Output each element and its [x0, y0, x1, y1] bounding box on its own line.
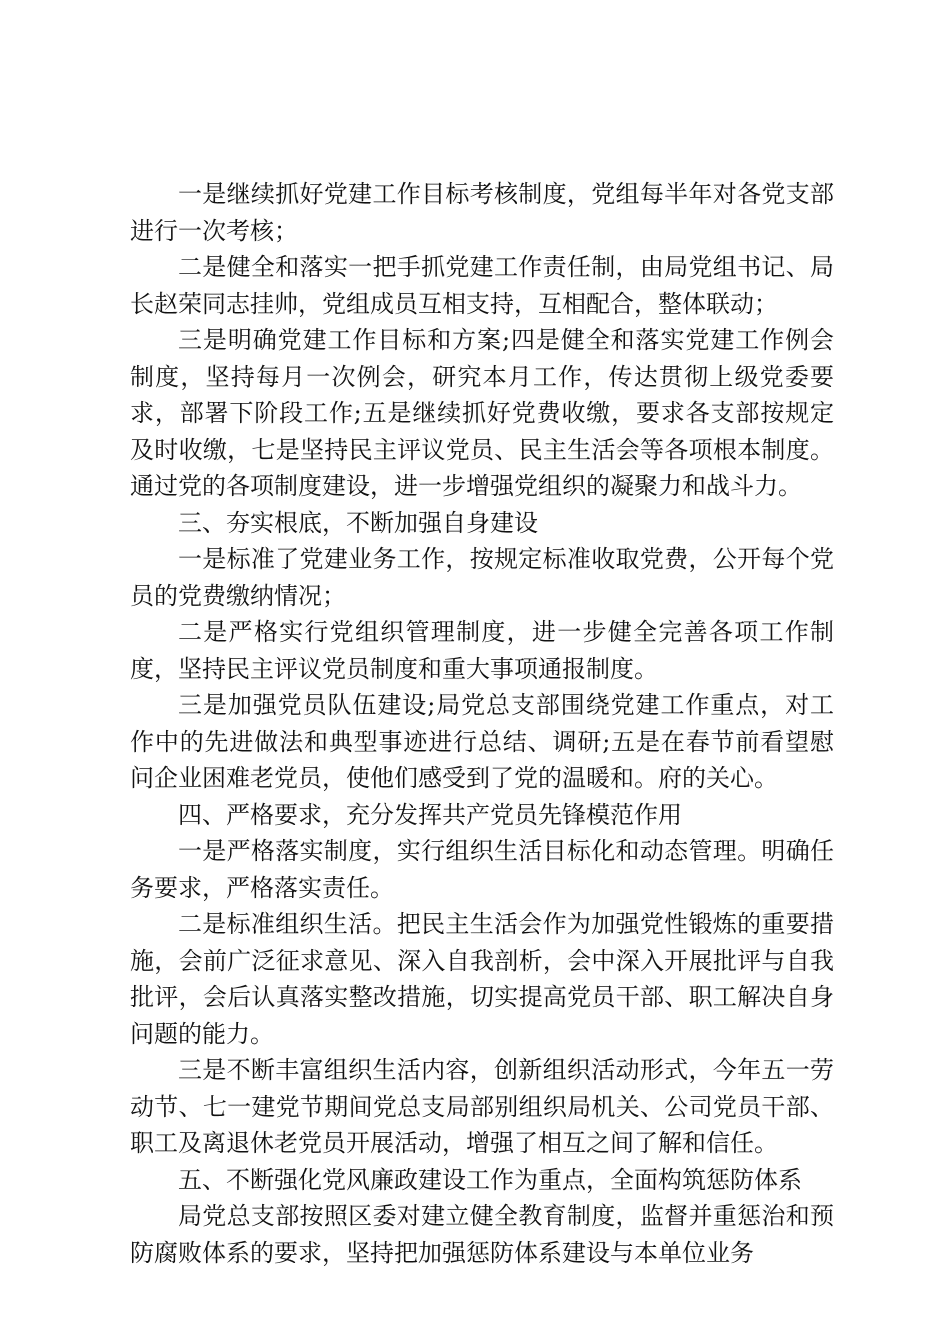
paragraph-9: 三是不断丰富组织生活内容，创新组织活动形式，今年五一劳动节、七一建党节期间党总支局部别组织局机关、公司党员干部、职工及离退休老党员开展活动，增强了相互之间了解和信任。: [130, 1056, 834, 1157]
paragraph-7: 一是严格落实制度，实行组织生活目标化和动态管理。明确任务要求，严格落实责任。: [130, 837, 834, 902]
paragraph-6: 三是加强党员队伍建设;局党总支部围绕党建工作重点，对工作中的先进做法和典型事迹进行总结、调研;五是在春节前看望慰问企业困难老党员，使他们感受到了党的温暖和。府的关心。: [130, 691, 834, 792]
section-heading-5: 五、不断强化党风廉政建设工作为重点，全面构筑惩防体系: [178, 1165, 802, 1194]
paragraph-5: 二是严格实行党组织管理制度，进一步健全完善各项工作制度，坚持民主评议党员制度和重大事项通报制度。: [130, 618, 834, 683]
paragraph-4: 一是标准了党建业务工作，按规定标准收取党费，公开每个党员的党费缴纳情况；: [130, 545, 834, 610]
paragraph-8: 二是标准组织生活。把民主生活会作为加强党性锻炼的重要措施，会前广泛征求意见、深入自我剖析，会中深入开展批评与自我批评，会后认真落实整改措施，切实提高党员干部、职工解决自身问题的能力。: [130, 910, 834, 1048]
paragraph-3: 三是明确党建工作目标和方案;四是健全和落实党建工作例会制度，坚持每月一次例会，研究本月工作，传达贯彻上级党委要求，部署下阶段工作;五是继续抓好党费收缴，要求各支部按规定及时收缴，七是坚持民主评议党员、民主生活会等各项根本制度。通过党的各项制度建设，进一步增强党组织的凝聚力和战斗力。: [130, 326, 834, 500]
paragraph-2: 二是健全和落实一把手抓党建工作责任制，由局党组书记、局长赵荣同志挂帅，党组成员互相支持，互相配合，整体联动；: [130, 253, 834, 318]
paragraph-1: 一是继续抓好党建工作目标考核制度，党组每半年对各党支部进行一次考核；: [130, 180, 834, 245]
section-heading-4: 四、严格要求，充分发挥共产党员先锋模范作用: [178, 800, 682, 829]
document-body: [130, 176, 834, 1271]
section-heading-3: 三、夯实根底，不断加强自身建设: [178, 508, 538, 537]
paragraph-10: 局党总支部按照区委对建立健全教育制度，监督并重惩治和预防腐败体系的要求，坚持把加强惩防体系建设与本单位业务: [130, 1202, 834, 1267]
